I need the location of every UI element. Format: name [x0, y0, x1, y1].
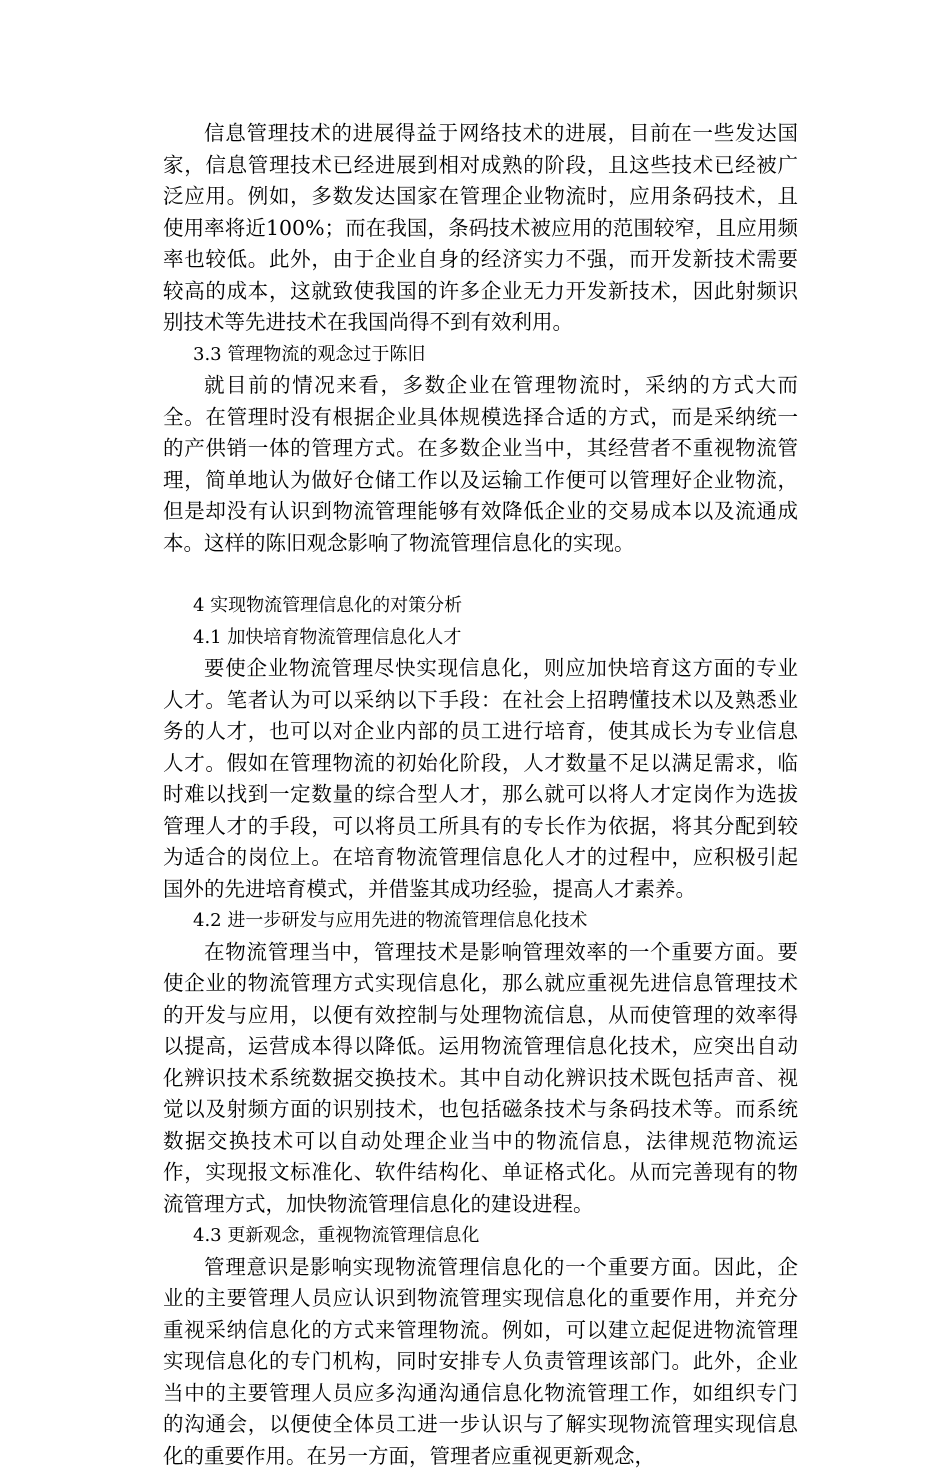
section-gap — [163, 559, 798, 590]
heading-3-3: 3.3 管理物流的观念过于陈旧 — [163, 339, 798, 371]
paragraph-technology-application: 在物流管理当中，管理技术是影响管理效率的一个重要方面。要使企业的物流管理方式实现信息化，那么就应重视先进信息管理技术的开发与应用，以便有效控制与处理物流信息，从而使管理的效率得以提高，运营成本得以降低。运用物流管理信息化技术，应突出自动化辨识技术系统数据交换技术。其中自动化辨识技术既包括声音、视觉以及射频方面的识别技术，也包括磁条技术与条码技术等。而系统数据交换技术可以自动处理企业当中的物流信息，法律规范物流运作，实现报文标准化、软件结构化、单证格式化。从而完善现有的物流管理方式，加快物流管理信息化的建设进程。 — [163, 937, 798, 1221]
paragraph-tech-development: 信息管理技术的进展得益于网络技术的进展，目前在一些发达国家，信息管理技术已经进展到相对成熟的阶段，且这些技术已经被广泛应用。例如，多数发达国家在管理企业物流时，应用条码技术，且使用率将近100%；而在我国，条码技术被应用的范围较窄，且应用频率也较低。此外，由于企业自身的经济实力不强，而开发新技术需要较高的成本，这就致使我国的许多企业无力开发新技术，因此射频识别技术等先进技术在我国尚得不到有效利用。 — [163, 118, 798, 339]
document-body — [163, 118, 798, 1472]
heading-4-3: 4.3 更新观念，重视物流管理信息化 — [163, 1220, 798, 1252]
paragraph-update-concept: 管理意识是影响实现物流管理信息化的一个重要方面。因此，企业的主要管理人员应认识到物流管理实现信息化的重要作用，并充分重视采纳信息化的方式来管理物流。例如，可以建立起促进物流管理实现信息化的专门机构，同时安排专人负责管理该部门。此外，企业当中的主要管理人员应多沟通沟通信息化物流管理工作，如组织专门的沟通会，以便使全体员工进一步认识与了解实现物流管理实现信息化的重要作用。在另一方面，管理者应重视更新观念， — [163, 1252, 798, 1472]
heading-4-2: 4.2 进一步研发与应用先进的物流管理信息化技术 — [163, 905, 798, 937]
heading-4: 4 实现物流管理信息化的对策分析 — [163, 590, 798, 622]
heading-4-1: 4.1 加快培育物流管理信息化人才 — [163, 622, 798, 654]
paragraph-talent-cultivation: 要使企业物流管理尽快实现信息化，则应加快培育这方面的专业人才。笔者认为可以采纳以下手段：在社会上招聘懂技术以及熟悉业务的人才，也可以对企业内部的员工进行培育，使其成长为专业信息人才。假如在管理物流的初始化阶段，人才数量不足以满足需求，临时难以找到一定数量的综合型人才，那么就可以将人才定岗作为选拔管理人才的手段，可以将员工所具有的专长作为依据，将其分配到较为适合的岗位上。在培育物流管理信息化人才的过程中，应积极引起国外的先进培育模式，并借鉴其成功经验，提高人才素养。 — [163, 653, 798, 905]
paragraph-outdated-concept: 就目前的情况来看，多数企业在管理物流时，采纳的方式大而全。在管理时没有根据企业具体规模选择合适的方式，而是采纳统一的产供销一体的管理方式。在多数企业当中，其经营者不重视物流管理，简单地认为做好仓储工作以及运输工作便可以管理好企业物流，但是却没有认识到物流管理能够有效降低企业的交易成本以及流通成本。这样的陈旧观念影响了物流管理信息化的实现。 — [163, 370, 798, 559]
